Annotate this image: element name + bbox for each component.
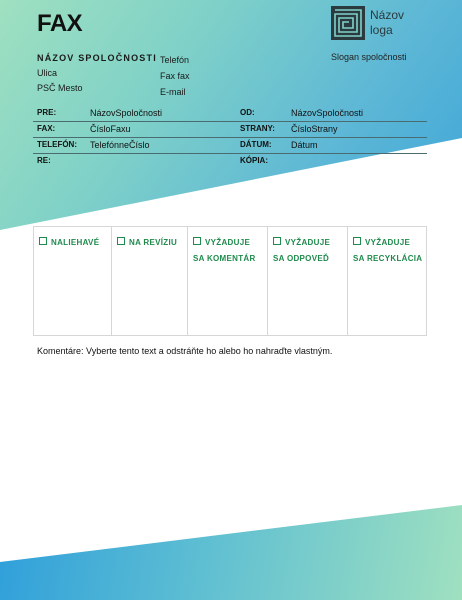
checkbox-urgent[interactable] <box>34 227 112 335</box>
maze-logo-icon <box>331 6 365 40</box>
company-slogan: Slogan spoločnosti <box>331 52 407 62</box>
checkbox-review[interactable] <box>112 227 188 335</box>
checkbox-icon[interactable] <box>353 237 361 245</box>
company-block <box>37 51 157 96</box>
phone-label: TELEFÓN: <box>37 140 77 149</box>
from-value[interactable]: NázovSpoločnosti <box>291 108 364 118</box>
row-divider <box>33 153 427 154</box>
to-label: PRE: <box>37 108 57 117</box>
logo-name: Názov loga <box>370 8 405 37</box>
contact-fax: Fax fax <box>160 71 190 81</box>
checkbox-review-label <box>117 235 187 251</box>
checkbox-icon[interactable] <box>117 237 125 245</box>
pages-label: STRANY: <box>240 124 275 133</box>
checkbox-reply-text-2: SA ODPOVEĎ <box>273 254 330 263</box>
from-label: OD: <box>240 108 255 117</box>
checkbox-review-text: NA REVÍZIU <box>129 238 178 247</box>
contact-phone: Telefón <box>160 55 190 65</box>
checkbox-recycle[interactable] <box>348 227 426 335</box>
checkbox-urgent-label <box>39 235 111 251</box>
contact-email: E-mail <box>160 87 186 97</box>
company-name: NÁZOV SPOLOČNOSTI <box>37 53 157 63</box>
checkbox-recycle-text-2: SA RECYKLÁCIA <box>353 254 423 263</box>
fax-value[interactable]: ČísloFaxu <box>90 124 131 134</box>
page-title: FAX <box>37 10 83 37</box>
status-checkbox-grid <box>33 226 427 336</box>
row-divider <box>33 137 427 138</box>
footer-gradient-band <box>0 505 462 600</box>
phone-value[interactable]: TelefónneČíslo <box>90 140 150 150</box>
re-label: RE: <box>37 156 51 165</box>
fax-label: FAX: <box>37 124 56 133</box>
checkbox-icon[interactable] <box>273 237 281 245</box>
checkbox-icon[interactable] <box>39 237 47 245</box>
checkbox-icon[interactable] <box>193 237 201 245</box>
pages-value[interactable]: ČísloStrany <box>291 124 338 134</box>
checkbox-recycle-text: VYŽADUJE <box>365 238 411 247</box>
row-divider <box>33 121 427 122</box>
checkbox-comment-text: VYŽADUJE <box>205 238 251 247</box>
checkbox-comment-label <box>193 235 267 251</box>
checkbox-urgent-text: NALIEHAVÉ <box>51 238 100 247</box>
checkbox-comment-text-2: SA KOMENTÁR <box>193 254 256 263</box>
company-city: PSČ Mesto <box>37 83 83 93</box>
cc-label: KÓPIA: <box>240 156 268 165</box>
checkbox-reply-label <box>273 235 347 251</box>
checkbox-comment[interactable] <box>188 227 268 335</box>
to-value[interactable]: NázovSpoločnosti <box>90 108 163 118</box>
checkbox-reply[interactable] <box>268 227 348 335</box>
checkbox-reply-text: VYŽADUJE <box>285 238 331 247</box>
comments-text[interactable]: Komentáre: Vyberte tento text a odstráňte ho alebo ho nahraďte vlastným. <box>37 346 333 356</box>
contact-block <box>160 52 190 100</box>
checkbox-recycle-label <box>353 235 426 251</box>
company-street: Ulica <box>37 68 58 78</box>
date-label: DÁTUM: <box>240 140 272 149</box>
date-value[interactable]: Dátum <box>291 140 318 150</box>
